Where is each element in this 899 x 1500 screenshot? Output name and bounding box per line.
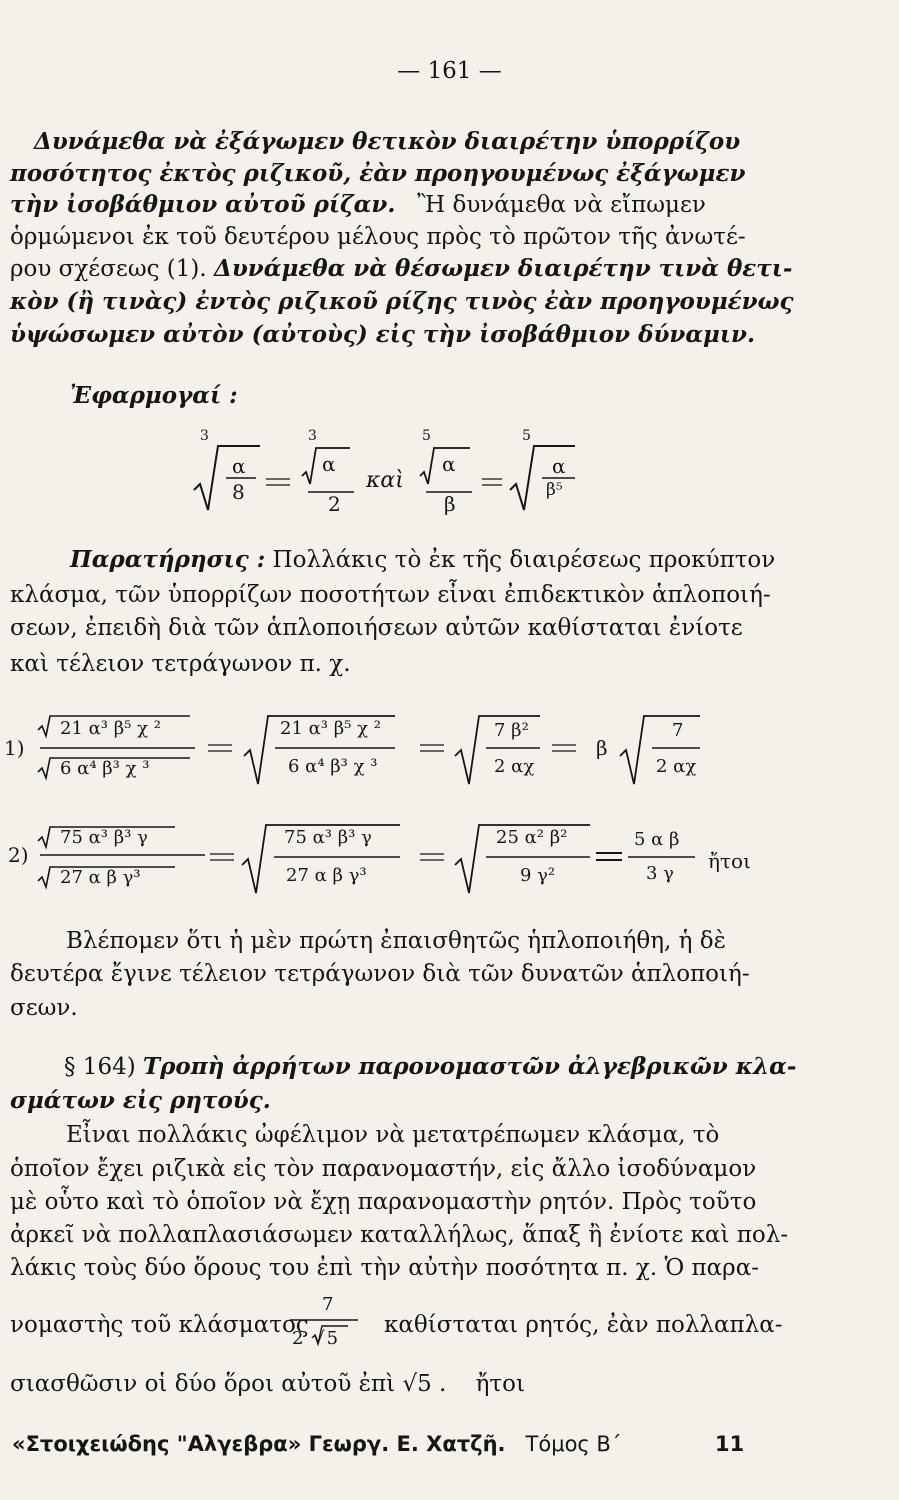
example-2-label: 2) xyxy=(8,843,29,867)
e2-den2: 9 γ² xyxy=(520,865,556,886)
fraction-den: 2 √5 xyxy=(292,1328,341,1349)
example-1 xyxy=(0,700,899,800)
intro-line-5a: ρου σχέσεως (1). xyxy=(10,256,207,282)
e2-den: 27 α β γ³ xyxy=(60,867,141,888)
body-line-7-root: √5 . xyxy=(402,1371,447,1397)
observe-line-1: Βλέπομεν ὅτι ἡ μὲν πρώτη ἐπαισθητῶς ἡπλοποιήθη, ἡ δὲ xyxy=(66,928,726,954)
intro-line-3a: τὴν ἰσοβάθμιον αὐτοῦ ρίζαν. xyxy=(10,191,396,218)
e1-seven: 7 xyxy=(672,720,684,741)
radical-signs xyxy=(190,428,790,518)
e2-den3: 3 γ xyxy=(646,863,674,884)
e1-den2: 2 αχ xyxy=(494,756,535,777)
e1-den-b: 6 α⁴ β³ χ ³ xyxy=(288,756,378,777)
body-line-4: ἀρκεῖ νὰ πολλαπλασιάσωμεν καταλλήλως, ἅπαξ ἢ ἐνίοτε καὶ πολ- xyxy=(10,1222,789,1248)
inline-fraction xyxy=(286,1290,366,1360)
section-title-1: Τροπὴ ἀρρήτων παρονομαστῶν ἀλγεβρικῶν κλα- xyxy=(143,1053,797,1080)
e1-den: 6 α⁴ β³ χ ³ xyxy=(60,758,150,779)
intro-line-3b: Ἢ δυνάμεθα νὰ εἴπωμεν xyxy=(417,192,706,218)
math-a: α xyxy=(322,452,336,476)
root-index: 5 xyxy=(422,428,431,444)
body-line-7b: ἤτοι xyxy=(475,1371,525,1397)
observe-line-3: σεων. xyxy=(10,995,78,1021)
remark-text-1: Πολλάκις τὸ ἐκ τῆς διαιρέσεως προκύπτον xyxy=(272,547,776,573)
body-line-6b: καθίσταται ρητός, ἐὰν πολλαπλα- xyxy=(384,1312,783,1338)
intro-line-2: ποσότητος ἐκτὸς ριζικοῦ, ἐὰν προηγουμένως ἐξάγωμεν xyxy=(10,160,746,187)
remark-line-3: σεων, ἐπειδὴ διὰ τῶν ἁπλοποιήσεων αὐτῶν καθίσταται ἐνίοτε xyxy=(10,615,743,641)
example-2 xyxy=(0,815,899,915)
page-number: — 161 — xyxy=(397,58,502,84)
e2-num2: 25 α² β² xyxy=(496,827,568,848)
math-8: 8 xyxy=(232,480,245,504)
footer-sheet-number: 11 xyxy=(715,1432,745,1456)
intro-line-6: κὸν (ἢ τινὰς) ἐντὸς ριζικοῦ ρίζης τινὸς ἐὰν προηγουμένως xyxy=(10,288,794,315)
body-line-3: μὲ οὗτο καὶ τὸ ὁποῖον νὰ ἔχῃ παρανομαστὴν ρητόν. Πρὸς τοῦτο xyxy=(10,1189,757,1215)
e2-num-b: 75 α³ β³ γ xyxy=(284,827,372,848)
applications-label: Ἐφαρμογαί : xyxy=(70,382,238,409)
observe-line-2: δευτέρα ἔγινε τέλειον τετράγωνον διὰ τῶν δυνατῶν ἁπλοποιή- xyxy=(10,961,750,987)
math-a: α xyxy=(442,452,456,476)
intro-line-3 xyxy=(10,190,706,220)
e1-num2: 7 β² xyxy=(494,720,529,741)
e1-num: 21 α³ β⁵ χ ² xyxy=(60,718,161,739)
section-title-2: σμάτων εἰς ρητούς. xyxy=(10,1087,271,1114)
fraction-num: 7 xyxy=(322,1294,334,1315)
footer-volume: Τόμος Β΄ xyxy=(525,1432,622,1456)
e2-etoi: ἤτοι xyxy=(708,849,751,873)
body-line-2: ὁποῖον ἔχει ριζικὰ εἰς τὸν παρανομαστήν, εἰς ἄλλο ἰσοδύναμον xyxy=(10,1156,757,1182)
intro-line-1: Δυνάμεθα νὰ ἐξάγωμεν θετικὸν διαιρέτην ὑπορρίζου xyxy=(34,128,741,155)
e2-den-b: 27 α β γ³ xyxy=(286,865,367,886)
intro-line-5 xyxy=(10,254,792,284)
applications-equation xyxy=(190,428,790,518)
remark-line-4: καὶ τέλειον τετράγωνον π. χ. xyxy=(10,651,351,677)
root-index: 3 xyxy=(200,428,209,444)
root-index: 5 xyxy=(522,428,531,444)
body-line-7 xyxy=(10,1369,525,1399)
math-kai: καὶ xyxy=(366,468,404,493)
remark-label: Παρατήρησις : xyxy=(70,546,266,573)
body-line-5: λάκις τοὺς δύο ὅρους του ἐπὶ τὴν αὐτὴν ποσότητα π. χ. Ὁ παρα- xyxy=(10,1255,760,1281)
e1-beta: β xyxy=(596,736,608,760)
section-number: § 164) xyxy=(64,1054,136,1080)
remark-line-1 xyxy=(70,545,775,575)
root-index: 3 xyxy=(308,428,317,444)
footer-title: «Στοιχειώδης "Αλγεβρα» Γεωργ. Ε. Χατζῆ. xyxy=(12,1432,506,1456)
body-line-1: Εἶναι πολλάκις ὠφέλιμον νὰ μετατρέπωμεν κλάσμα, τὸ xyxy=(66,1122,720,1148)
body-line-6a: νομαστὴς τοῦ κλάσματος xyxy=(10,1312,309,1338)
body-line-7a: σιασθῶσιν οἱ δύο ὅροι αὐτοῦ ἐπὶ xyxy=(10,1371,396,1397)
example-1-radicals xyxy=(0,700,899,800)
intro-line-4: ὁρμώμενοι ἐκ τοῦ δευτέρου μέλους πρὸς τὸ πρῶτον τῆς ἀνωτέ- xyxy=(10,224,746,250)
intro-line-7: ὑψώσωμεν αὐτὸν (αὐτοὺς) εἰς τὴν ἰσοβάθμιον δύναμιν. xyxy=(10,321,755,348)
math-beta5: β⁵ xyxy=(546,480,563,500)
example-1-label: 1) xyxy=(4,736,25,760)
math-2: 2 xyxy=(328,492,341,516)
e2-num: 75 α³ β³ γ xyxy=(60,827,148,848)
intro-line-5b: Δυνάμεθα νὰ θέσωμεν διαιρέτην τινὰ θετι- xyxy=(213,255,793,282)
e1-num-b: 21 α³ β⁵ χ ² xyxy=(280,718,381,739)
math-beta: β xyxy=(444,492,456,516)
remark-line-2: κλάσμα, τῶν ὑπορρίζων ποσοτήτων εἶναι ἐπιδεκτικὸν ἁπλοποιή- xyxy=(10,582,771,608)
e1-den3: 2 αχ xyxy=(656,756,697,777)
math-a: α xyxy=(552,454,566,478)
section-heading-1 xyxy=(64,1052,796,1082)
footer xyxy=(12,1432,745,1456)
e2-num3: 5 α β xyxy=(634,829,680,850)
math-a: α xyxy=(232,454,246,478)
